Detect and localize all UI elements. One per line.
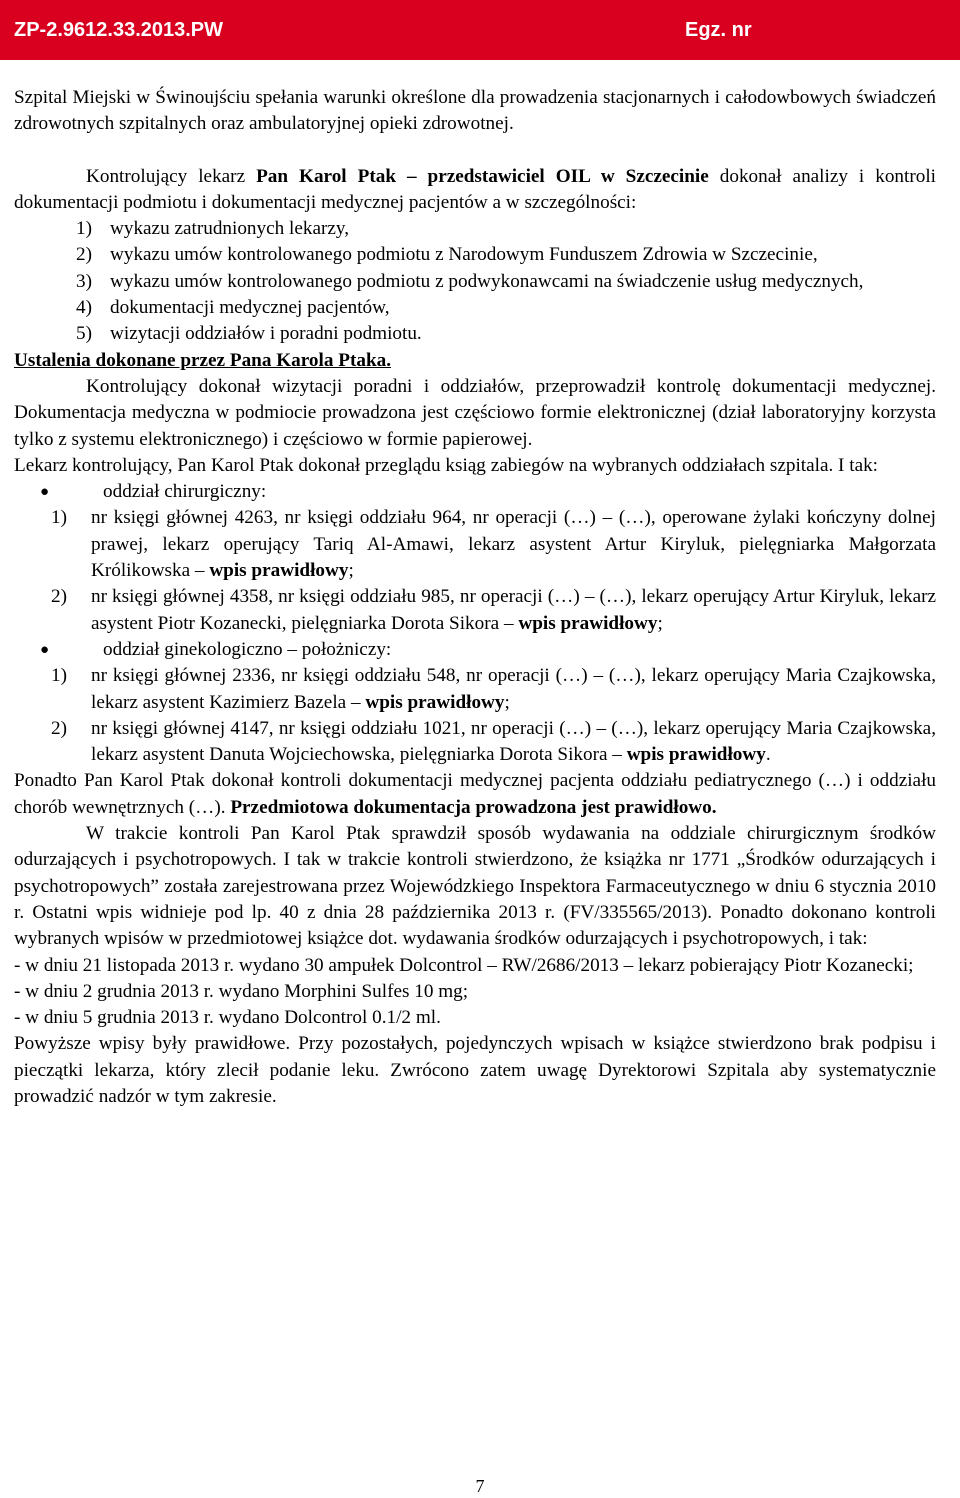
entry-text — [91, 663, 936, 716]
entry-verdict: wpis prawidłowy — [209, 560, 349, 582]
drug-entry: - w dniu 21 listopada 2013 r. wydano 30 ampułek Dolcontrol – RW/2686/2013 – lekarz pobierający Piotr Kozanecki; — [14, 954, 914, 976]
ward-name: oddział chirurgiczny: — [103, 481, 267, 503]
page-number: 7 — [475, 1476, 485, 1496]
list-item — [14, 242, 936, 268]
bullet-icon: ● — [40, 641, 50, 658]
entry-number: 2) — [51, 717, 67, 739]
list-item — [14, 295, 936, 321]
entry-number: 1) — [51, 665, 67, 687]
ward-bullet — [14, 479, 936, 505]
entry-text — [91, 584, 936, 637]
findings-heading: Ustalenia dokonane przez Pana Karola Ptaka. — [14, 349, 392, 371]
document-header — [0, 0, 960, 60]
pediatric-paragraph — [14, 768, 936, 821]
list-item-number: 4) — [76, 297, 92, 319]
pediatric-text: Ponadto Pan Karol Ptak dokonał kontroli dokumentacji medycznej pacjenta oddziału pediatrycznego (…) i oddziału chorób wewnętrznych (…). — [14, 770, 936, 818]
list-item — [14, 216, 936, 242]
surgery-entry — [14, 663, 936, 716]
surgery-entry — [14, 505, 936, 584]
list-item-number: 1) — [76, 218, 92, 240]
copy-number-label: Egz. nr — [685, 19, 752, 41]
entry-end: . — [765, 744, 771, 766]
entry-details: nr księgi głównej 4147, nr księgi oddziału 1021, nr operacji (…) – (…), lekarz operujący Maria Czajkowska, lekarz asystent Danuta Wojciechowska, pielęgniarka Dorota Sikora – — [91, 717, 936, 766]
list-item — [14, 321, 936, 347]
entry-text — [91, 716, 936, 769]
analysis-list — [14, 216, 936, 347]
control-text-1: Kontrolujący lekarz — [86, 165, 257, 187]
entry-number: 2) — [51, 586, 67, 608]
list-item-text: wizytacji oddziałów i poradni podmiotu. — [110, 323, 422, 345]
list-item-text: dokumentacji medycznej pacjentów, — [110, 297, 390, 319]
list-item-text: wykazu umów kontrolowanego podmiotu z Narodowym Funduszem Zdrowia w Szczecinie, — [110, 244, 818, 266]
entry-end: ; — [657, 612, 663, 634]
list-item-number: 2) — [76, 244, 92, 266]
list-item-number: 5) — [76, 323, 92, 345]
entry-end: ; — [348, 560, 354, 582]
entry-details: nr księgi głównej 4263, nr księgi oddziału 964, nr operacji (…) – (…), operowane żylaki kończyny dolnej prawej, lekarz operujący Tariq Al-Amawi, lekarz asystent Artur Kiryluk, pielęgniarka Małgorzata Królikowska – — [91, 507, 936, 582]
intro-paragraph: Szpital Miejski w Świnoujściu spełania warunki określone dla prowadzenia stacjonarnych i całodowbowych świadczeń zdrowotnych szpitalnych oraz ambulatoryjnej opieki zdrowotnej. — [14, 87, 936, 135]
closing-paragraph: Powyższe wpisy były prawidłowe. Przy pozostałych, pojedynczych wpisach w książce stwierdzono brak podpisu i pieczątki lekarza, który zlecił podanie leku. Zwrócono zatem uwagę Dyrektorowi Szpitala aby systematycznie prowadzić nadzór w tym zakresie. — [14, 1033, 936, 1107]
entry-verdict: wpis prawidłowy — [365, 691, 505, 713]
list-item-text: wykazu zatrudnionych lekarzy, — [110, 218, 350, 240]
surgery-entry — [14, 716, 936, 769]
findings-paragraph-2: Lekarz kontrolujący, Pan Karol Ptak dokonał przeglądu ksiąg zabiegów na wybranych oddziałach szpitala. I tak: — [14, 454, 879, 476]
control-text-2: dokonał analizy i kontroli dokumentacji podmiotu i dokumentacji medycznej pacjentów a w szczególności: — [14, 165, 936, 213]
entry-end: ; — [504, 691, 510, 713]
ward-bullet — [14, 637, 936, 663]
list-item — [14, 269, 936, 295]
bullet-icon: ● — [40, 484, 50, 501]
list-item-number: 3) — [76, 270, 92, 292]
document-code: ZP-2.9612.33.2013.PW — [14, 19, 224, 41]
drug-entry: - w dniu 2 grudnia 2013 r. wydano Morphini Sulfes 10 mg; — [14, 980, 469, 1002]
entry-text — [91, 505, 936, 584]
drug-entry: - w dniu 5 grudnia 2013 r. wydano Dolcontrol 0.1/2 ml. — [14, 1007, 441, 1029]
list-item-text: wykazu umów kontrolowanego podmiotu z podwykonawcami na świadczenie usług medycznych, — [110, 270, 864, 292]
document-body — [14, 85, 936, 1110]
entry-verdict: wpis prawidłowy — [626, 744, 766, 766]
pediatric-verdict: Przedmiotowa dokumentacja prowadzona jest prawidłowo. — [230, 796, 717, 818]
entry-details: nr księgi głównej 4358, nr księgi oddziału 985, nr operacji (…) – (…), lekarz operujący Artur Kiryluk, lekarz asystent Piotr Kozanecki, pielęgniarka Dorota Sikora – — [91, 586, 936, 634]
control-paragraph — [14, 164, 936, 217]
inspector-name: Pan Karol Ptak – przedstawiciel OIL w Szczecinie — [256, 165, 709, 187]
entry-details: nr księgi głównej 2336, nr księgi oddziału 548, nr operacji (…) – (…), lekarz operujący Maria Czajkowska, lekarz asystent Kazimierz Bazela – — [91, 665, 936, 713]
entry-number: 1) — [51, 507, 67, 529]
findings-paragraph-1: Kontrolujący dokonał wizytacji poradni i oddziałów, przeprowadził kontrolę dokumentacji medycznej. Dokumentacja medyczna w podmiocie prowadzona jest częściowo formie elektronicznej (dział laboratoryjny korzysta tylko z systemu elektronicznego) i częściowo w formie papierowej. — [14, 375, 936, 450]
surgery-entry — [14, 584, 936, 637]
entry-verdict: wpis prawidłowy — [518, 612, 658, 634]
drugs-paragraph: W trakcie kontroli Pan Karol Ptak sprawdził sposób wydawania na oddziale chirurgicznym środków odurzających i psychotropowych. I tak w trakcie kontroli stwierdzono, że książka nr 1771 „Środków odurzających i psychotropowych” została zarejestrowana przez Wojewódzkiego Inspektora Farmaceutycznego w dniu 6 stycznia 2010 r. Ostatni wpis widnieje pod lp. 40 z dnia 28 października 2013 r. (FV/335565/2013). Ponadto dokonano kontroli wybranych wpisów w przedmiotowej książce dot. wydawania środków odurzających i psychotropowych, i tak: — [14, 823, 936, 950]
ward-name: oddział ginekologiczno – położniczy: — [103, 638, 392, 660]
